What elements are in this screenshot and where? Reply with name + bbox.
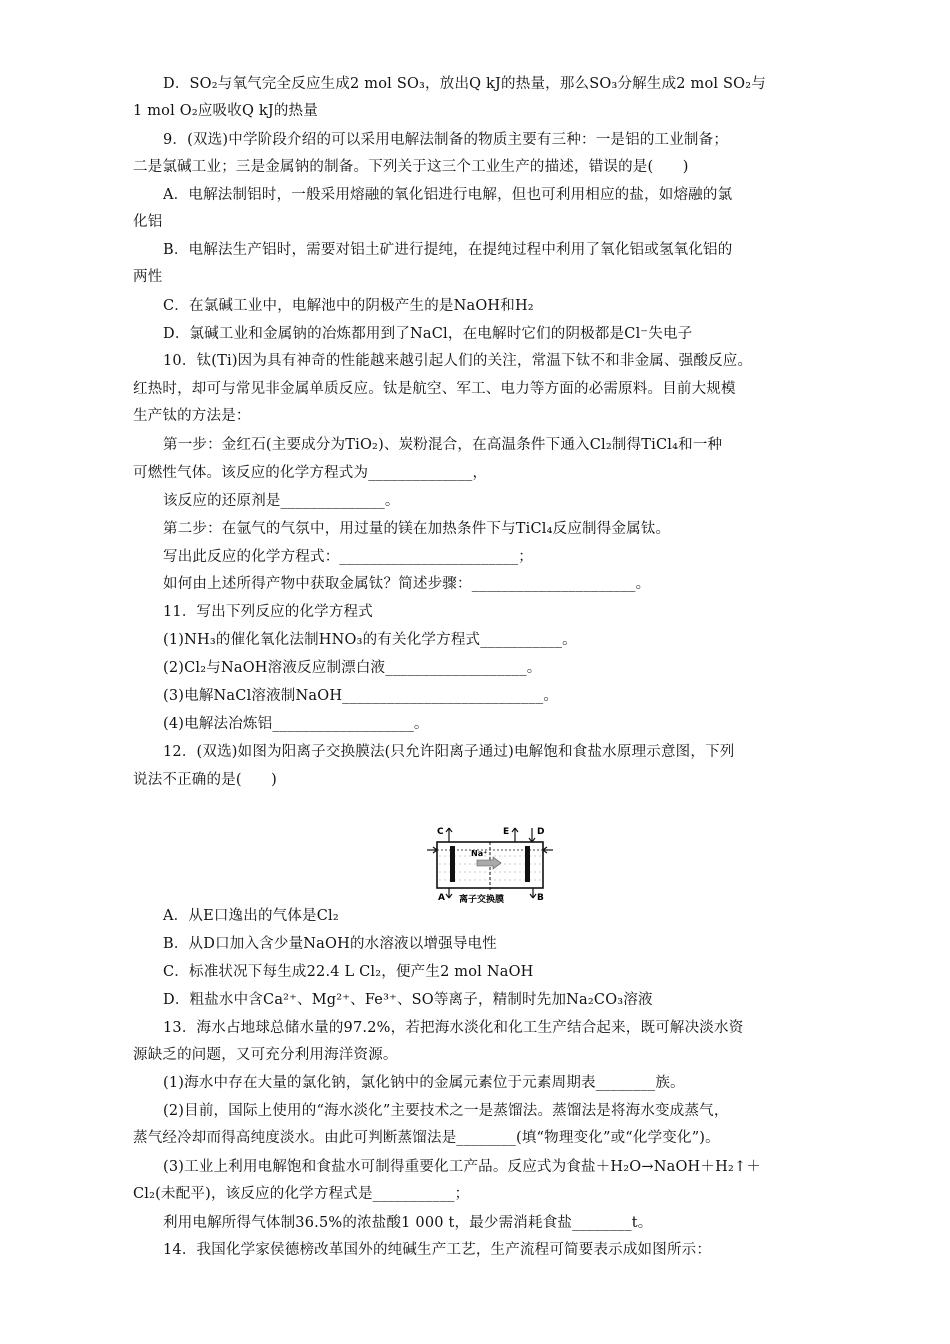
text-line: C．标准状况下每生成22.4 L Cl₂，便产生2 mol NaOH [163,964,534,980]
text-line: 第二步：在氩气的气氛中，用过量的镁在加热条件下与TiCl₄反应制得金属钛。 [163,521,671,537]
text-line: 写出此反应的化学方程式：________________________； [163,549,533,565]
text-line: 利用电解所得气体制36.5%的浓盐酸1 000 t，最少需消耗食盐________t。 [163,1215,653,1231]
text-line: 10．钛(Ti)因为具有神奇的性能越来越引起人们的关注，常温下钛不和非金属、强酸反应。 [163,353,753,369]
electrolysis-cell-diagram [427,826,555,904]
text-line: 两性 [133,269,163,285]
text-line: (2)Cl₂与NaOH溶液反应制漂白液___________________。 [163,660,542,676]
label-d: D [537,827,545,837]
text-line: (1)海水中存在大量的氯化钠，氯化钠中的金属元素位于元素周期表________族。 [163,1075,685,1091]
text-line: 源缺乏的问题，又可充分利用海洋资源。 [133,1047,398,1063]
text-line: 生产钛的方法是： [133,408,251,424]
text-line: 红热时，却可与常见非金属单质反应。钛是航空、军工、电力等方面的必需原料。目前大规模 [133,381,736,397]
text-line: 12．(双选)如图为阳离子交换膜法(只允许阳离子通过)电解饱和食盐水原理示意图，下列 [163,744,735,760]
text-line: B．电解法生产铝时，需要对铝土矿进行提纯，在提纯过程中利用了氧化铝或氢氧化铝的 [163,242,733,258]
text-line: B．从D口加入含少量NaOH的水溶液以增强导电性 [163,936,497,952]
text-line: 该反应的还原剂是______________。 [163,493,400,509]
text-line: A．从E口逸出的气体是Cl₂ [163,908,339,924]
text-line: 化铝 [133,214,163,230]
text-line: D．氯碱工业和金属钠的冶炼都用到了NaCl，在电解时它们的阴极都是Cl⁻失电子 [163,326,693,342]
ion-flow-arrow [477,857,501,869]
label-e: E [503,827,510,837]
text-line: Cl₂(未配平)，该反应的化学方程式是___________； [133,1186,470,1202]
membrane-caption: 离子交换膜 [459,895,505,904]
text-line: 14．我国化学家侯德榜改革国外的纯碱生产工艺，生产流程可简要表示成如图所示： [163,1242,712,1258]
ion-label: Na⁺ [471,849,488,858]
text-line: 说法不正确的是( ) [133,772,278,788]
text-line: 蒸气经冷却而得高纯度淡水。由此可判断蒸馏法是________(填“物理变化”或“化学变化”)。 [133,1130,720,1146]
text-line: A．电解法制铝时，一般采用熔融的氧化铝进行电解，但也可利用相应的盐，如熔融的氯 [163,187,733,203]
text-line: 1 mol O₂应吸收Q kJ的热量 [133,103,318,119]
text-line: 可燃性气体。该反应的化学方程式为______________， [133,465,488,481]
label-b: B [537,893,544,903]
text-line: (1)NH₃的催化氧化法制HNO₃的有关化学方程式___________。 [163,632,577,648]
text-line: (3)工业上利用电解饱和食盐水可制得重要化工产品。反应式为食盐＋H₂O→NaOH＋H₂↑＋ [163,1159,762,1175]
text-line: 13．海水占地球总储水量的97.2%，若把海水淡化和化工生产结合起来，既可解决淡水资 [163,1020,744,1036]
text-line: 9．(双选)中学阶段介绍的可以采用电解法制备的物质主要有三种：一是铝的工业制备； [163,132,729,148]
text-line: D．SO₂与氧气完全反应生成2 mol SO₃，放出Q kJ的热量，那么SO₃分解生成2 mol SO₂与 [163,76,766,92]
text-line: 11．写出下列反应的化学方程式 [163,604,373,620]
text-line: (2)目前，国际上使用的“海水淡化”主要技术之一是蒸馏法。蒸馏法是将海水变成蒸气， [163,1103,729,1119]
text-line: 第一步：金红石(主要成分为TiO₂)、炭粉混合，在高温条件下通入Cl₂制得TiCl₄和一种 [163,437,723,453]
text-line: 如何由上述所得产物中获取金属钛？简述步骤：______________________。 [163,576,651,592]
text-line: (3)电解NaCl溶液制NaOH___________________________。 [163,688,559,704]
text-line: D．粗盐水中含Ca²⁺、Mg²⁺、Fe³⁺、SO等离子，精制时先加Na₂CO₃溶液 [163,992,653,1008]
label-a: A [438,893,445,903]
label-c: C [437,827,444,837]
text-line: 二是氯碱工业；三是金属钠的制备。下列关于这三个工业生产的描述，错误的是( ) [133,159,689,175]
text-line: C．在氯碱工业中，电解池中的阴极产生的是NaOH和H₂ [163,298,534,314]
text-line: (4)电解法冶炼铝___________________。 [163,716,429,732]
